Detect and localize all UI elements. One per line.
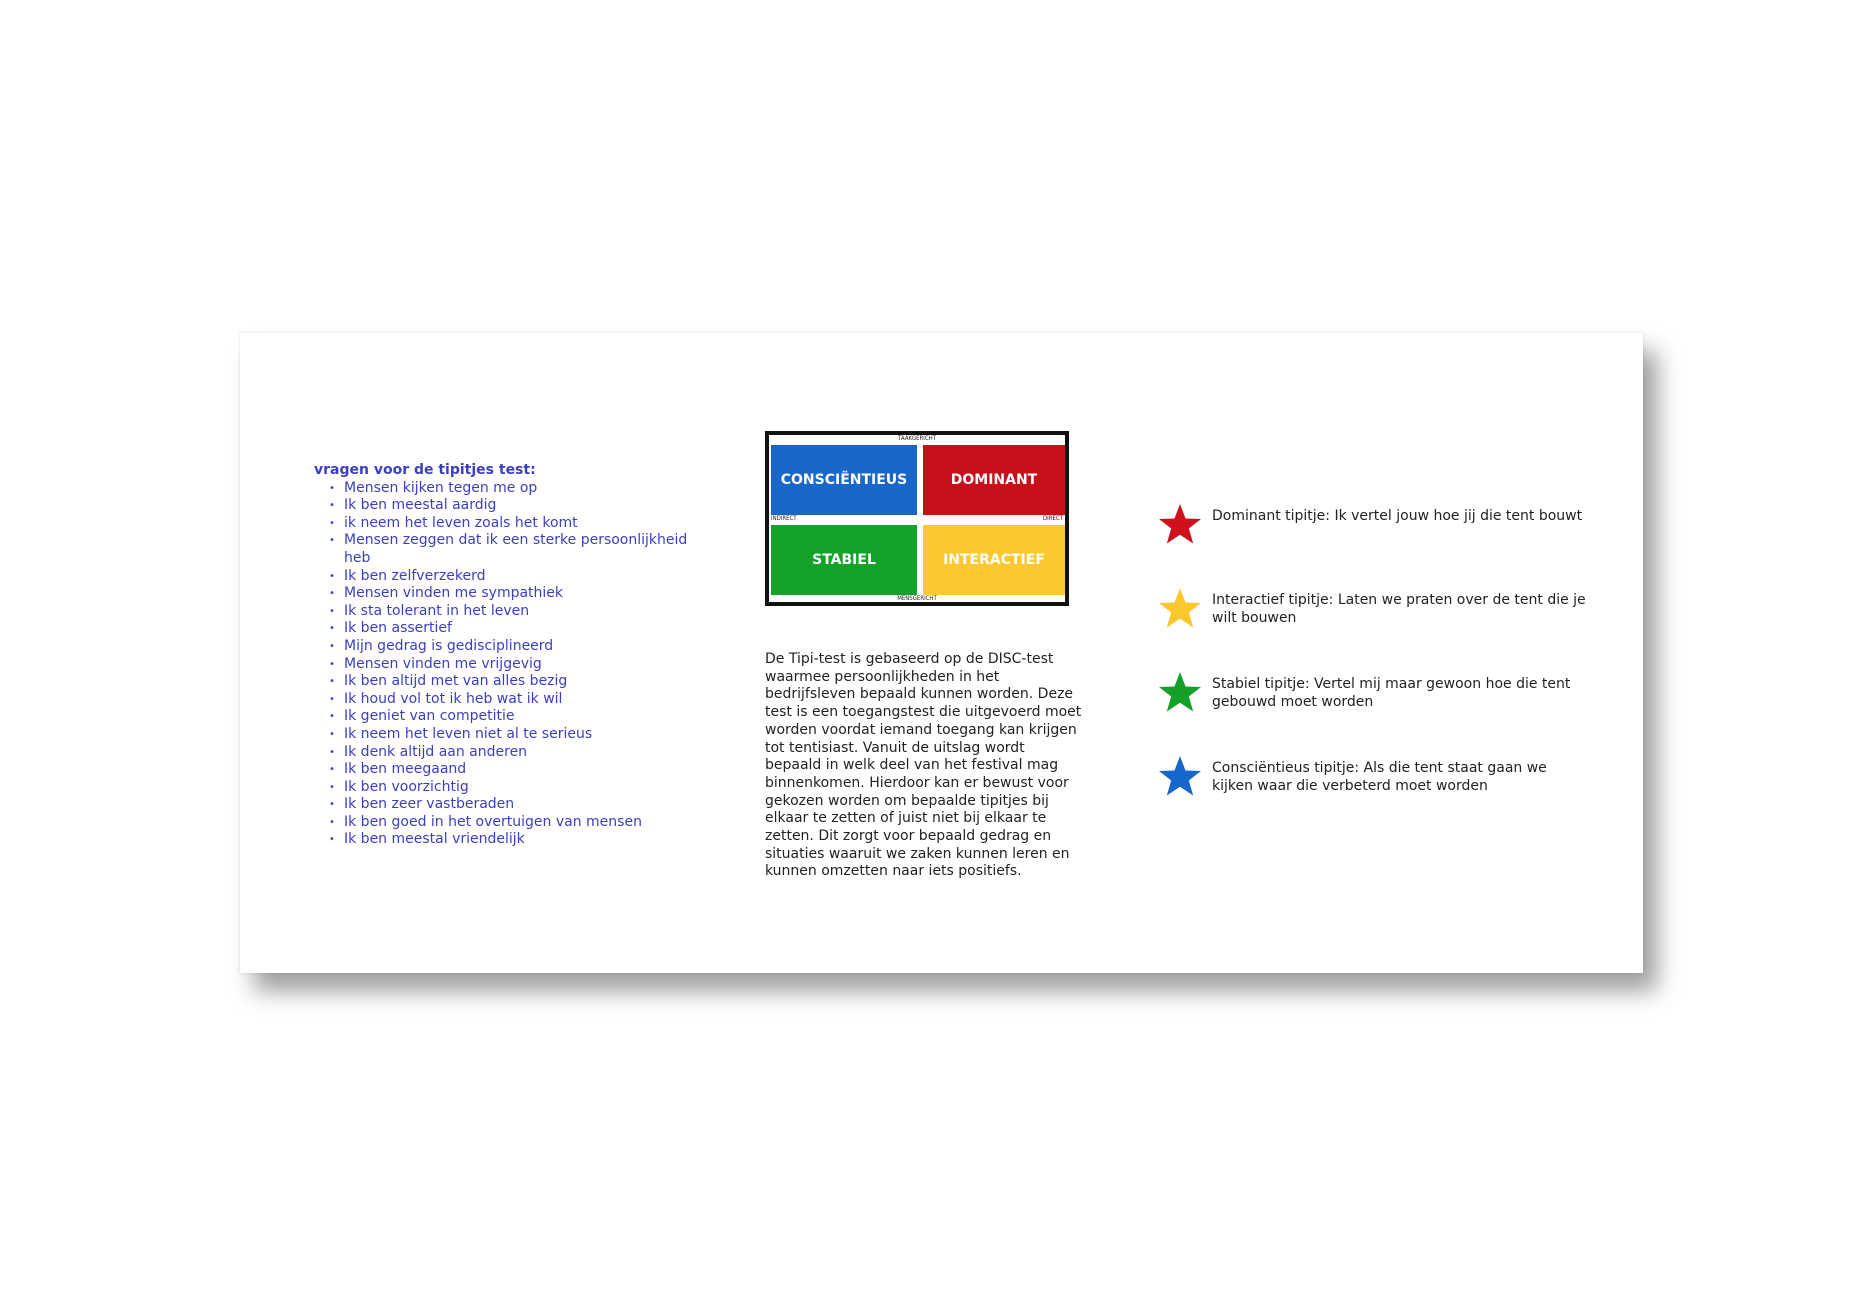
question-item: • Ik geniet van competitie <box>314 708 714 726</box>
type-conscientious <box>1158 755 1598 805</box>
question-item: • Ik ben zelfverzekerd <box>314 568 714 586</box>
quadrant-conscientious: CONSCIËNTIEUS <box>771 445 917 515</box>
disc-diagram <box>765 431 1069 606</box>
type-description: Stabiel tipitje: Vertel mij maar gewoon hoe die tent gebouwd moet worden <box>1212 676 1571 710</box>
questions-title: vragen voor de tipitjes test: <box>314 462 536 478</box>
questions-section <box>314 462 714 849</box>
quadrant-dominant: DOMINANT <box>923 445 1065 515</box>
green-star-icon <box>1158 671 1202 715</box>
question-item: • Ik ben meestal vriendelijk <box>314 831 714 849</box>
axis-label-bottom: MENSGERICHT <box>897 595 937 602</box>
document-page <box>240 333 1643 973</box>
red-star-icon <box>1158 503 1202 547</box>
axis-label-left: INDIRECT <box>771 515 797 522</box>
question-item: • Mensen vinden me sympathiek <box>314 585 714 603</box>
questions-list <box>314 480 714 849</box>
question-item: • Ik ben goed in het overtuigen van mensen <box>314 814 714 832</box>
description-text: De Tipi-test is gebaseerd op de DISC-test waarmee persoonlijkheden in het bedrijfsleven bepaald kunnen worden. Deze test is een toegangstest die uitgevoerd moet worden voordat iemand toegang kan krijgen tot tentisiast. Vanuit de uitslag wordt bepaald in welk deel van het festival mag binnenkomen. Hierdoor kan er bewust voor gekozen worden om bepaalde tipitjes bij elkaar te zetten of juist niet bij elkaar te zetten. Dit zorgt voor bepaald gedrag en situaties waaruit we zaken kunnen leren en kunnen omzetten naar iets positiefs. <box>765 651 1082 880</box>
type-description: Dominant tipitje: Ik vertel jouw hoe jij die tent bouwt <box>1212 508 1583 524</box>
question-item: • Ik ben voorzichtig <box>314 779 714 797</box>
quadrant-stable: STABIEL <box>771 525 917 595</box>
question-item: • Ik ben meestal aardig <box>314 497 714 515</box>
type-interactive <box>1158 587 1598 637</box>
question-item: • Ik denk altijd aan anderen <box>314 744 714 762</box>
axis-label-top: TAAKGERICHT <box>898 435 936 442</box>
question-item: • Ik neem het leven niet al te serieus <box>314 726 714 744</box>
question-item: • Mensen zeggen dat ik een sterke persoonlijkheid heb <box>314 532 714 567</box>
type-description: Consciëntieus tipitje: Als die tent staat gaan we kijken waar die verbeterd moet worden <box>1212 760 1547 794</box>
blue-star-icon <box>1158 755 1202 799</box>
question-item: • Ik sta tolerant in het leven <box>314 603 714 621</box>
question-item: • ik neem het leven zoals het komt <box>314 515 714 533</box>
question-item: • Ik ben assertief <box>314 620 714 638</box>
type-stable <box>1158 671 1598 721</box>
type-description: Interactief tipitje: Laten we praten over de tent die je wilt bouwen <box>1212 592 1586 626</box>
axis-label-right: DIRECT <box>1043 515 1063 522</box>
question-item: • Mijn gedrag is gedisciplineerd <box>314 638 714 656</box>
type-dominant <box>1158 503 1598 553</box>
question-item: • Ik houd vol tot ik heb wat ik wil <box>314 691 714 709</box>
question-item: • Ik ben meegaand <box>314 761 714 779</box>
quadrant-interactive: INTERACTIEF <box>923 525 1065 595</box>
question-item: • Mensen kijken tegen me op <box>314 480 714 498</box>
question-item: • Ik ben altijd met van alles bezig <box>314 673 714 691</box>
yellow-star-icon <box>1158 587 1202 631</box>
question-item: • Ik ben zeer vastberaden <box>314 796 714 814</box>
question-item: • Mensen vinden me vrijgevig <box>314 656 714 674</box>
